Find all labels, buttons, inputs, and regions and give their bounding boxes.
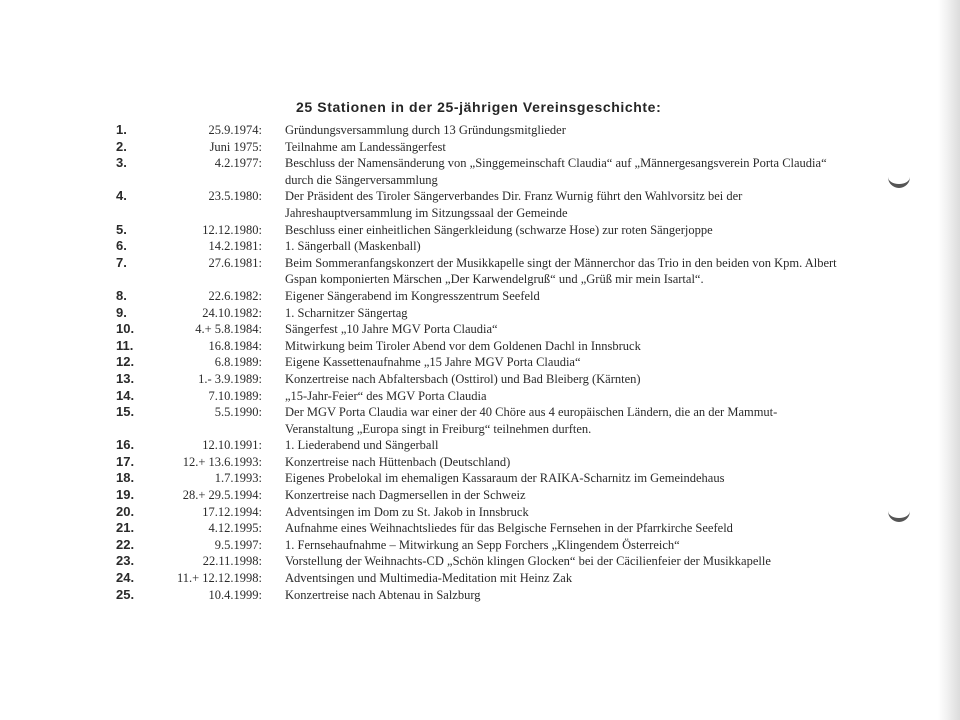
chronology-entry bbox=[0, 321, 960, 338]
entry-description: Der MGV Porta Claudia war einer der 40 Chöre aus 4 europäischen Ländern, die an der Mammut-Veranstaltung „Europa singt in Freiburg“ teilnehmen durften. bbox=[285, 405, 778, 436]
entry-description: 1. Sängerball (Maskenball) bbox=[285, 239, 421, 254]
entry-number: 1. bbox=[116, 122, 127, 137]
entry-number: 23. bbox=[116, 553, 135, 569]
entry-description: Eigene Kassettenaufnahme „15 Jahre MGV Porta Claudia“ bbox=[285, 355, 581, 370]
chronology-entry bbox=[0, 288, 960, 305]
entry-date: 12.12.1980: bbox=[202, 222, 262, 237]
chronology-entry bbox=[0, 504, 960, 521]
entry-date: 17.12.1994: bbox=[202, 504, 262, 519]
entry-description: Aufnahme eines Weihnachtsliedes für das Belgische Fernsehen in der Pfarrkirche Seefeld bbox=[285, 521, 733, 536]
entry-number: 18. bbox=[116, 470, 135, 486]
chronology-entry bbox=[0, 371, 960, 388]
chronology-entry bbox=[0, 487, 960, 504]
entry-description: Konzertreise nach Abtenau in Salzburg bbox=[285, 587, 481, 602]
entry-description: Mitwirkung beim Tiroler Abend vor dem Goldenen Dachl in Innsbruck bbox=[285, 338, 641, 353]
entry-description: Adventsingen im Dom zu St. Jakob in Innsbruck bbox=[285, 504, 529, 519]
entry-description: 1. Fernsehaufnahme – Mitwirkung an Sepp Forchers „Klingendem Österreich“ bbox=[285, 537, 680, 552]
entry-number: 7. bbox=[116, 254, 127, 270]
entry-date: 5.5.1990: bbox=[214, 405, 262, 420]
entry-number: 14. bbox=[116, 387, 135, 403]
entry-number: 25. bbox=[116, 586, 135, 602]
entry-number: 11. bbox=[116, 337, 134, 353]
chronology-entry bbox=[0, 155, 960, 188]
chronology-entry bbox=[0, 222, 960, 239]
entry-date: 14.2.1981: bbox=[208, 239, 262, 254]
entry-description: Beschluss der Namensänderung von „Singgemeinschaft Claudia“ auf „Männergesangsverein Porta Claudia“ durch die Sängerversammlung bbox=[285, 156, 827, 187]
chronology-entry bbox=[0, 520, 960, 537]
chronology-list bbox=[0, 122, 960, 603]
entry-date: 11.+ 12.12.1998: bbox=[176, 571, 262, 586]
chronology-entry bbox=[0, 454, 960, 471]
entry-number: 6. bbox=[116, 238, 127, 254]
entry-date: Juni 1975: bbox=[209, 139, 262, 154]
entry-number: 5. bbox=[116, 221, 127, 237]
entry-description: 1. Liederabend und Sängerball bbox=[285, 438, 439, 453]
chronology-entry bbox=[0, 470, 960, 487]
entry-date: 27.6.1981: bbox=[208, 255, 262, 270]
entry-date: 7.10.1989: bbox=[208, 388, 262, 403]
entry-number: 16. bbox=[116, 437, 135, 453]
entry-number: 2. bbox=[116, 138, 127, 154]
entry-description: Konzertreise nach Dagmersellen in der Schweiz bbox=[285, 488, 526, 503]
entry-date: 12.+ 13.6.1993: bbox=[182, 454, 262, 469]
entry-description: Eigener Sängerabend im Kongresszentrum Seefeld bbox=[285, 288, 540, 303]
entry-date: 6.8.1989: bbox=[214, 355, 262, 370]
entry-number: 12. bbox=[116, 354, 135, 370]
entry-description: Der Präsident des Tiroler Sängerverbandes Dir. Franz Wurnig führt den Wahlvorsitz bei der Jahreshauptversammlung im Sitzungssaal der Gemeinde bbox=[285, 189, 743, 220]
entry-number: 22. bbox=[116, 536, 135, 552]
chronology-entry bbox=[0, 587, 960, 604]
entry-date: 4.2.1977: bbox=[214, 156, 262, 171]
entry-number: 15. bbox=[116, 404, 135, 420]
entry-date: 25.9.1974: bbox=[208, 123, 262, 137]
chronology-entry bbox=[0, 305, 960, 322]
chronology-entry bbox=[0, 553, 960, 570]
entry-number: 21. bbox=[116, 520, 135, 536]
chronology-entry bbox=[0, 354, 960, 371]
entry-description: Beim Sommeranfangskonzert der Musikkapelle singt der Männerchor das Trio in den beiden von Kpm. Albert Gspan komponierten Märschen „Der Karwendelgruß“ und „Grüß mir mein Isartal“. bbox=[285, 255, 837, 287]
entry-date: 24.10.1982: bbox=[202, 305, 262, 320]
chronology-entry bbox=[0, 388, 960, 405]
chronology-entry bbox=[0, 338, 960, 355]
entry-date: 22.11.1998: bbox=[202, 554, 262, 569]
chronology-entry bbox=[0, 537, 960, 554]
entry-description: Adventsingen und Multimedia-Meditation mit Heinz Zak bbox=[285, 571, 573, 586]
entry-date: 10.4.1999: bbox=[208, 587, 262, 602]
entry-number: 9. bbox=[116, 304, 127, 320]
entry-number: 4. bbox=[116, 188, 127, 204]
entry-description: 1. Scharnitzer Sängertag bbox=[285, 305, 408, 320]
chronology-entry bbox=[0, 570, 960, 587]
chronology-entry bbox=[0, 238, 960, 255]
chronology-entry bbox=[0, 139, 960, 156]
entry-number: 17. bbox=[116, 453, 135, 469]
chronology-entry bbox=[0, 188, 960, 221]
entry-date: 16.8.1984: bbox=[208, 338, 262, 353]
chronology-entry bbox=[0, 437, 960, 454]
entry-number: 24. bbox=[116, 570, 135, 586]
chronology-entry bbox=[0, 122, 960, 139]
entry-number: 13. bbox=[116, 370, 135, 386]
entry-description: Beschluss einer einheitlichen Sängerkleidung (schwarze Hose) zur roten Sängerjoppe bbox=[285, 222, 713, 237]
entry-date: 1.7.1993: bbox=[214, 471, 262, 486]
entry-description: Teilnahme am Landessängerfest bbox=[285, 139, 446, 154]
entry-description: Vorstellung der Weihnachts-CD „Schön klingen Glocken“ bei der Cäcilienfeier der Musikkapelle bbox=[285, 554, 771, 569]
entry-number: 10. bbox=[116, 321, 135, 337]
entry-description: Sängerfest „10 Jahre MGV Porta Claudia“ bbox=[285, 322, 498, 337]
entry-date: 4.+ 5.8.1984: bbox=[195, 322, 262, 337]
entry-description: Gründungsversammlung durch 13 Gründungsmitglieder bbox=[285, 123, 566, 137]
chronology-entry bbox=[0, 404, 960, 437]
entry-number: 19. bbox=[116, 487, 135, 503]
entry-date: 4.12.1995: bbox=[208, 521, 262, 536]
entry-date: 22.6.1982: bbox=[208, 288, 262, 303]
entry-number: 8. bbox=[116, 287, 127, 303]
entry-description: Eigenes Probelokal im ehemaligen Kassaraum der RAIKA-Scharnitz im Gemeindehaus bbox=[285, 471, 725, 486]
entry-description: „15-Jahr-Feier“ des MGV Porta Claudia bbox=[285, 388, 487, 403]
entry-date: 12.10.1991: bbox=[202, 438, 262, 453]
entry-description: Konzertreise nach Abfaltersbach (Osttirol) und Bad Bleiberg (Kärnten) bbox=[285, 371, 641, 386]
entry-date: 9.5.1997: bbox=[214, 537, 262, 552]
entry-description: Konzertreise nach Hüttenbach (Deutschland) bbox=[285, 454, 511, 469]
document-title: 25 Stationen in der 25-jährigen Vereinsgeschichte: bbox=[296, 99, 662, 115]
chronology-entry bbox=[0, 255, 960, 288]
entry-number: 3. bbox=[116, 155, 127, 171]
entry-date: 28.+ 29.5.1994: bbox=[182, 488, 262, 503]
entry-number: 20. bbox=[116, 503, 135, 519]
entry-date: 23.5.1980: bbox=[208, 189, 262, 204]
entry-date: 1.- 3.9.1989: bbox=[198, 371, 262, 386]
